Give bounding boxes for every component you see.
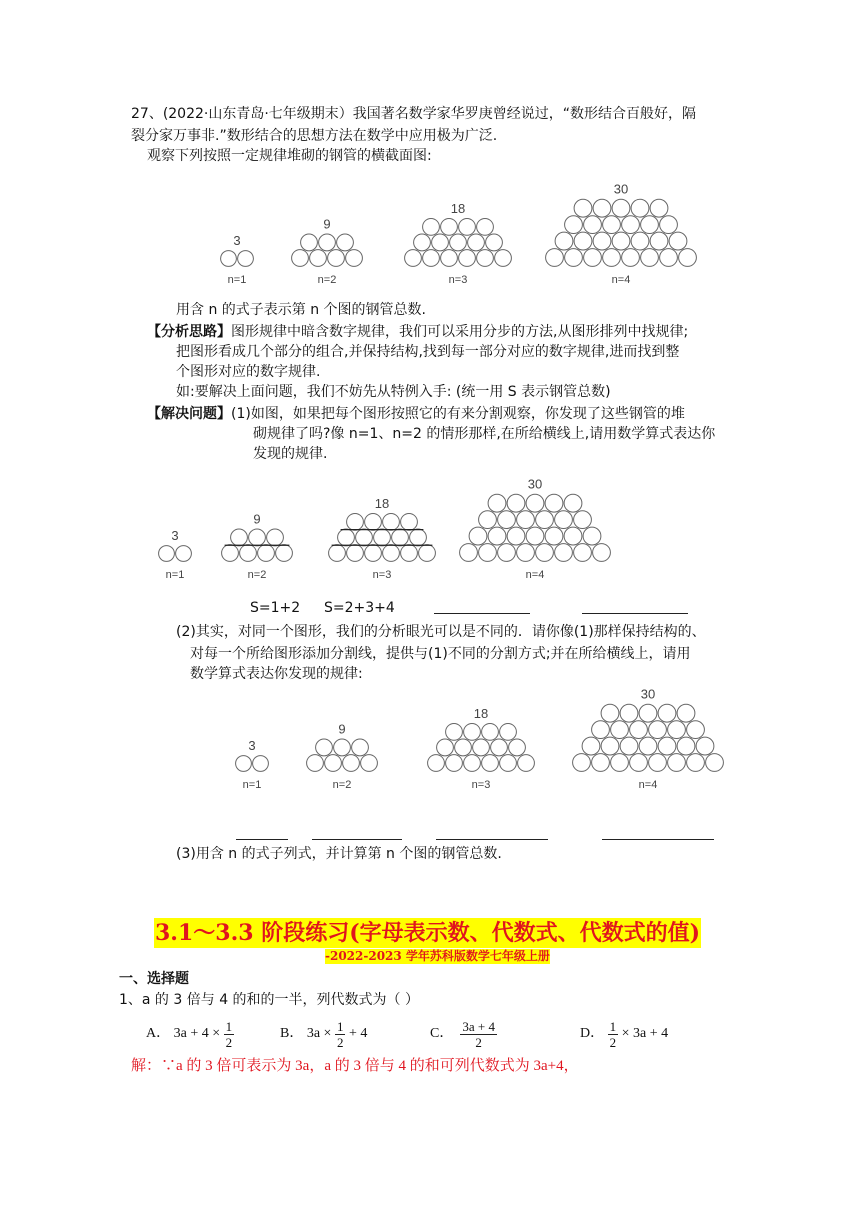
pipe-circle [658, 737, 676, 755]
pipe-circle [526, 494, 544, 512]
pipe-circle [488, 527, 506, 545]
pipe-circle [301, 234, 318, 251]
pipe-circle [650, 199, 668, 217]
pipe-circle [565, 249, 583, 267]
pipe-circle [601, 737, 619, 755]
pipe-circle [620, 704, 638, 722]
pipe-circle [574, 544, 592, 562]
pipe-circle [649, 754, 667, 772]
pipe-circle [611, 754, 629, 772]
pipe-circle [383, 513, 400, 530]
q1-solution: 解：∵a 的 3 倍可表示为 3a，a 的 3 倍与 4 的和可列代数式为 3a+4， [131, 1058, 579, 1074]
option-b-expr-post: + 4 [348, 1026, 368, 1041]
pipe-circle [488, 494, 506, 512]
pipe-circle [221, 251, 237, 267]
pipe-stack-n1 [236, 738, 269, 791]
pipe-circle [365, 513, 382, 530]
pipe-circle [459, 250, 476, 267]
pipe-total-label: 9 [338, 721, 346, 737]
pipe-circle [593, 544, 611, 562]
pipe-circle [423, 250, 440, 267]
pipe-circle [582, 737, 600, 755]
pipe-circle [352, 739, 369, 756]
pipe-circle [660, 249, 678, 267]
pipe-circle [392, 529, 409, 546]
pipe-figures-row-2 [145, 475, 625, 610]
pipe-circle [455, 739, 472, 756]
n-label: n=4 [525, 569, 545, 581]
pipe-circle [574, 232, 592, 250]
section-heading: 一、选择题 [119, 971, 189, 987]
pipe-circle [482, 723, 499, 740]
pipe-circle [307, 755, 324, 772]
analysis-line-3: 个图形对应的数字规律. [176, 364, 321, 380]
pipe-circle [584, 216, 602, 234]
pipe-circle [630, 754, 648, 772]
option-d-fraction: $\frac{1}{2}$ [609, 1018, 617, 1050]
pipe-circle [518, 755, 535, 772]
pipe-circle [310, 250, 327, 267]
pipe-circle [650, 232, 668, 250]
q1-stem: 1、a 的 3 倍与 4 的和的一半，列代数式为（ ） [119, 992, 420, 1008]
pipe-circle [536, 544, 554, 562]
option-a-expr: 3a + 4 × [173, 1026, 221, 1041]
pipe-circle [477, 250, 494, 267]
pipe-circle [517, 511, 535, 529]
pipe-circle [459, 218, 476, 235]
pipe-total-label: 18 [450, 200, 466, 216]
pipe-circle [468, 234, 485, 251]
pipe-circle [668, 721, 686, 739]
pipe-circle [347, 513, 364, 530]
pipe-circle [441, 250, 458, 267]
pipe-circle [343, 755, 360, 772]
option-a[interactable] [146, 1018, 234, 1050]
option-b-fraction: $\frac{1}{2}$ [336, 1018, 344, 1050]
pipe-circle [267, 529, 284, 546]
n-label: n=3 [448, 274, 468, 286]
pipe-circle [517, 544, 535, 562]
pipe-circle [469, 527, 487, 545]
pipe-circle [507, 527, 525, 545]
pipe-circle [631, 199, 649, 217]
pipe-total-label: 18 [374, 495, 390, 511]
pipe-stack-n1 [159, 528, 192, 581]
answer-blank-r3-3[interactable] [436, 838, 548, 840]
pipe-circle [601, 704, 619, 722]
pipe-stack-n1 [221, 233, 254, 286]
pipe-circle [258, 545, 275, 562]
pipe-figures-row-3 [215, 672, 725, 797]
pipe-circle [414, 234, 431, 251]
n-label: n=1 [242, 779, 262, 791]
pipe-circle [573, 754, 591, 772]
pipe-circle [564, 527, 582, 545]
pipe-circle [276, 545, 293, 562]
answer-blank-r3-1[interactable] [236, 838, 288, 840]
pipe-circle [236, 756, 252, 772]
s-formula-1: S=1+2 [250, 600, 301, 616]
pipe-circle [419, 545, 436, 562]
pipe-circle [361, 755, 378, 772]
pipe-stack-n3 [405, 201, 512, 286]
pipe-circle [660, 216, 678, 234]
pipe-circle [441, 218, 458, 235]
pipe-circle [555, 544, 573, 562]
pipe-circle [292, 250, 309, 267]
pipe-total-label: 3 [233, 233, 241, 248]
pipe-circle [612, 232, 630, 250]
pipe-circle [231, 529, 248, 546]
pipe-total-label: 30 [640, 686, 656, 702]
answer-blank-4[interactable] [582, 612, 688, 614]
analysis-label: 【分析思路】 [147, 324, 231, 340]
pipe-circle [450, 234, 467, 251]
pipe-circle [639, 737, 657, 755]
pipe-circle [401, 513, 418, 530]
pipe-circle [337, 234, 354, 251]
pipe-circle [622, 249, 640, 267]
pipe-circle [620, 737, 638, 755]
pipe-total-label: 30 [527, 476, 543, 492]
option-d[interactable] [580, 1018, 668, 1050]
pipe-circle [473, 739, 490, 756]
option-a-fraction: $\frac{1}{2}$ [225, 1018, 233, 1050]
pipe-circle [592, 721, 610, 739]
pipe-circle [365, 545, 382, 562]
pipe-total-label: 30 [613, 181, 629, 197]
pipe-stack-n3 [329, 496, 436, 581]
pipe-circle [641, 216, 659, 234]
pipe-circle [631, 232, 649, 250]
section-subtitle: -2022-2023 学年苏科版数学七年级上册 [325, 949, 550, 963]
pipe-circle [507, 494, 525, 512]
pipe-circle [545, 527, 563, 545]
pipe-circle [593, 199, 611, 217]
option-d-letter: D． [580, 1026, 605, 1041]
n-label: n=2 [332, 779, 352, 791]
pipe-circle [612, 199, 630, 217]
answer-blank-3[interactable] [434, 612, 530, 614]
pipe-circle [555, 232, 573, 250]
pipe-stack-n4 [546, 182, 697, 286]
pipe-stack-n2 [307, 721, 378, 791]
pipe-circle [500, 755, 517, 772]
pipe-circle [593, 232, 611, 250]
pipe-stack-n2 [222, 511, 293, 581]
n-label: n=1 [165, 569, 185, 581]
pipe-circle [249, 529, 266, 546]
pipe-circle [500, 723, 517, 740]
part2-line-3: 数学算式表达你发现的规律: [190, 666, 363, 682]
analysis-line-1 [147, 322, 688, 342]
analysis-line-4: 如:要解决上面问题，我们不妨先从特例入手: (统一用 S 表示钢管总数) [176, 384, 611, 400]
pipe-circle [464, 755, 481, 772]
pipe-circle [546, 249, 564, 267]
pipe-circle [545, 494, 563, 512]
analysis-text-1: 图形规律中暗含数字规律，我们可以采用分步的方法,从图形排列中找规律; [231, 324, 689, 340]
pipe-total-label: 3 [171, 528, 179, 543]
part2-line-1: (2)其实，对同一个图形，我们的分析眼光可以是不同的．请你像(1)那样保持结构的、 [176, 624, 706, 640]
part1-text-1: (1)如图，如果把每个图形按照它的有来分割观察，你发现了这些钢管的堆 [231, 406, 685, 422]
pipe-circle [611, 721, 629, 739]
pipe-circle [668, 754, 686, 772]
pipe-circle [338, 529, 355, 546]
pipe-circle [328, 250, 345, 267]
answer-blank-r3-4[interactable] [602, 838, 714, 840]
option-b[interactable] [280, 1018, 367, 1050]
pipe-circle [325, 755, 342, 772]
pipe-circle [446, 723, 463, 740]
pipe-circle [669, 232, 687, 250]
option-b-letter: B． [280, 1026, 304, 1041]
pipe-circle [464, 723, 481, 740]
pipe-circle [491, 739, 508, 756]
pipe-circle [446, 755, 463, 772]
pipe-circle [574, 199, 592, 217]
pipe-circle [222, 545, 239, 562]
pipe-circle [622, 216, 640, 234]
n-label: n=3 [372, 569, 392, 581]
pipe-total-label: 18 [473, 705, 489, 721]
pipe-stack-n4 [460, 477, 611, 581]
pipe-circle [584, 249, 602, 267]
option-b-expr: 3a × [306, 1026, 332, 1041]
pipe-total-label: 9 [253, 511, 261, 527]
pipe-circle [574, 511, 592, 529]
pipe-circle [347, 545, 364, 562]
pipe-stack-n3 [428, 706, 535, 791]
part1-line-3: 发现的规律. [253, 446, 328, 462]
n-label: n=3 [471, 779, 491, 791]
analysis-line-2: 把图形看成几个部分的组合,并保持结构,找到每一部分对应的数字规律,进而找到整 [176, 344, 680, 360]
pipe-circle [687, 721, 705, 739]
n-label: n=1 [227, 274, 247, 286]
pipe-circle [334, 739, 351, 756]
pipe-stack-n2 [292, 216, 363, 286]
pipe-circle [432, 234, 449, 251]
s-formula-2: S=2+3+4 [324, 600, 395, 616]
pipe-circle [630, 721, 648, 739]
pipe-circle [356, 529, 373, 546]
section-title: 3.1～3.3 阶段练习(字母表示数、代数式、代数式的值) [155, 920, 701, 946]
pipe-circle [564, 494, 582, 512]
pipe-circle [437, 739, 454, 756]
pipe-circle [240, 545, 257, 562]
pipe-circle [479, 544, 497, 562]
pipe-circle [460, 544, 478, 562]
pipe-circle [555, 511, 573, 529]
pipe-circle [479, 511, 497, 529]
pipe-circle [423, 218, 440, 235]
pipe-circle [346, 250, 363, 267]
pipe-circle [383, 545, 400, 562]
part1-line-2: 砌规律了吗?像 n=1、n=2 的情形那样,在所给横线上,请用数学算式表达你 [253, 426, 716, 442]
pipe-figures-row-1 [200, 170, 760, 295]
pipe-total-label: 9 [323, 216, 331, 232]
pipe-circle [319, 234, 336, 251]
pipe-circle [677, 737, 695, 755]
pipe-circle [159, 546, 175, 562]
pipe-circle [649, 721, 667, 739]
pipe-circle [677, 704, 695, 722]
pipe-circle [696, 737, 714, 755]
answer-blank-r3-2[interactable] [312, 838, 402, 840]
pipe-circle [565, 216, 583, 234]
pipe-circle [329, 545, 346, 562]
pipe-circle [641, 249, 659, 267]
pipe-circle [658, 704, 676, 722]
part1-line-1 [147, 404, 685, 424]
pipe-circle [495, 250, 512, 267]
pipe-circle [477, 218, 494, 235]
pipe-circle [176, 546, 192, 562]
pipe-circle [536, 511, 554, 529]
pipe-circle [253, 756, 269, 772]
pipe-circle [583, 527, 601, 545]
option-a-letter: A． [146, 1026, 171, 1041]
problem-intro-line-1: 27、(2022·山东青岛·七年级期末）我国著名数学家华罗庚曾经说过，“数形结合百般好，隔 [131, 106, 697, 122]
pipe-stack-n4 [573, 687, 724, 791]
solve-label: 【解决问题】 [147, 406, 231, 422]
pipe-circle [428, 755, 445, 772]
n-label: n=2 [247, 569, 267, 581]
pipe-circle [238, 251, 254, 267]
pipe-total-label: 3 [248, 738, 256, 753]
problem-intro-line-3: 观察下列按照一定规律堆砌的钢管的横截面图: [147, 148, 432, 164]
pipe-circle [603, 216, 621, 234]
option-c[interactable] [430, 1018, 497, 1050]
pipe-circle [526, 527, 544, 545]
n-label: n=2 [317, 274, 337, 286]
option-c-letter: C． [430, 1026, 454, 1041]
pipe-circle [498, 544, 516, 562]
part3-text: (3)用含 n 的式子列式，并计算第 n 个图的钢管总数. [176, 846, 502, 862]
pipe-circle [592, 754, 610, 772]
pipe-circle [509, 739, 526, 756]
pipe-circle [486, 234, 503, 251]
problem-intro-line-2: 裂分家万事非.”数形结合的思想方法在数学中应用极为广泛. [131, 128, 498, 144]
pipe-circle [405, 250, 422, 267]
pipe-circle [401, 545, 418, 562]
n-label: n=4 [638, 779, 658, 791]
question-text: 用含 n 的式子表示第 n 个图的钢管总数. [176, 302, 426, 318]
option-c-fraction: $\frac{3a + 4}{2}$ [462, 1018, 495, 1050]
pipe-circle [482, 755, 499, 772]
pipe-circle [410, 529, 427, 546]
pipe-circle [679, 249, 697, 267]
pipe-circle [687, 754, 705, 772]
pipe-circle [639, 704, 657, 722]
pipe-circle [706, 754, 724, 772]
part2-line-2: 对每一个所给图形添加分割线，提供与(1)不同的分割方式;并在所给横线上，请用 [190, 646, 691, 662]
pipe-circle [603, 249, 621, 267]
pipe-circle [374, 529, 391, 546]
n-label: n=4 [611, 274, 631, 286]
option-d-expr: × 3a + 4 [621, 1026, 669, 1041]
pipe-circle [498, 511, 516, 529]
pipe-circle [316, 739, 333, 756]
